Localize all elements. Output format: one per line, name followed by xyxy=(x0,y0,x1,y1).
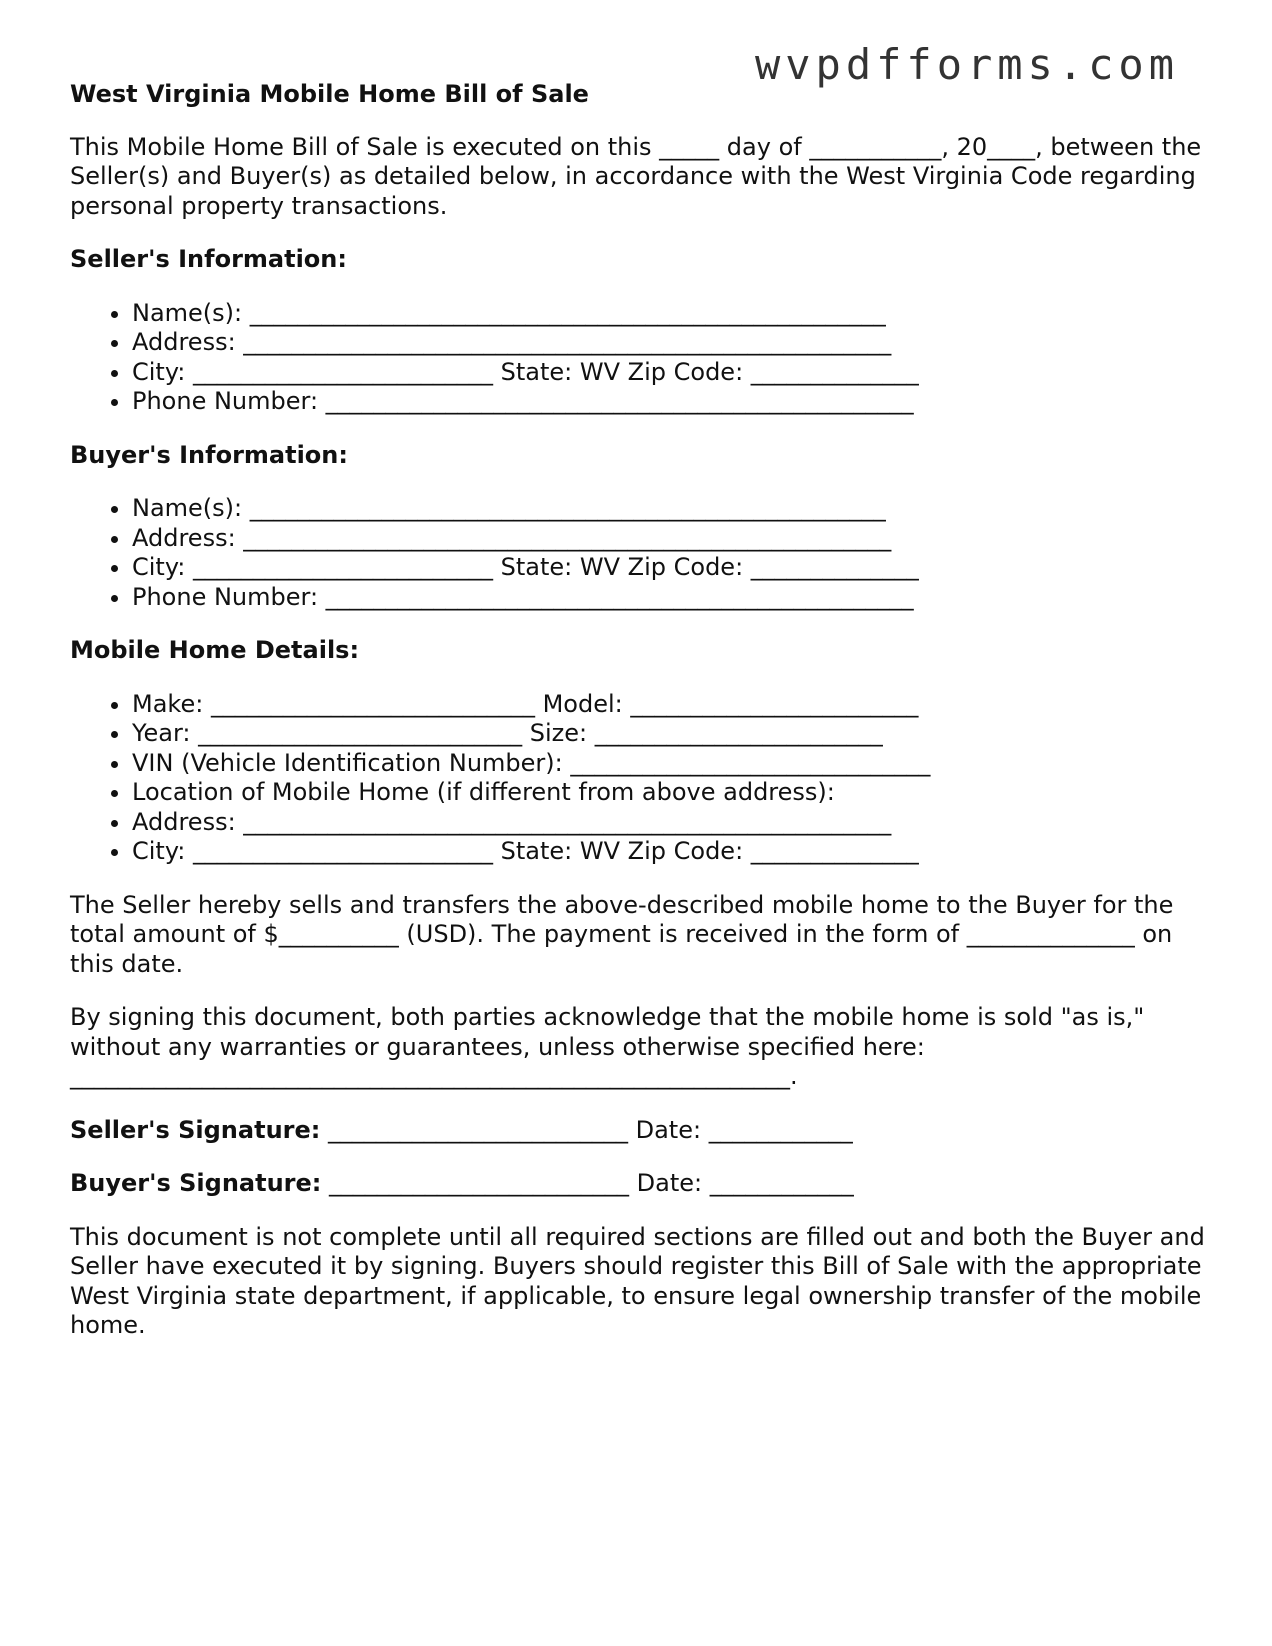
buyer-city-state-zip-field[interactable]: • City: _________________________ State: WV Zip Code: ______________ xyxy=(132,553,1210,583)
home-location-label: • Location of Mobile Home (if different from above address): xyxy=(132,778,1210,808)
seller-signature-line[interactable] xyxy=(70,1116,1210,1146)
buyer-info-list xyxy=(70,494,1210,612)
seller-signature-blank[interactable]: _________________________ Date: ____________ xyxy=(320,1115,853,1144)
home-address-field[interactable]: • Address: ______________________________________________________ xyxy=(132,808,1210,838)
buyer-section-heading: Buyer's Information: xyxy=(70,440,348,469)
watermark-text: wvpdfforms.com xyxy=(754,40,1179,89)
seller-name-field[interactable]: • Name(s): _____________________________________________________ xyxy=(132,299,1210,329)
intro-paragraph: This Mobile Home Bill of Sale is executed on this _____ day of ___________, 20____, between the Seller(s) and Buyer(s) as detailed below, in accordance with the West Virginia Code regarding personal property transactions. xyxy=(70,132,1202,220)
seller-signature-label: Seller's Signature: xyxy=(70,1115,321,1144)
document-body xyxy=(70,80,1210,1365)
buyer-signature-blank[interactable]: _________________________ Date: ____________ xyxy=(321,1169,854,1197)
seller-city-state-zip-field[interactable]: • City: _________________________ State: WV Zip Code: ______________ xyxy=(132,358,1210,388)
home-details-list xyxy=(70,690,1210,867)
closing-paragraph: This document is not complete until all required sections are filled out and both the Buyer and Seller have executed it by signing. Buyers should register this Bill of Sale with the appropriate West Virginia state department, if applicable, to ensure legal ownership transfer of the mobile home. xyxy=(70,1222,1205,1339)
buyer-signature-line[interactable] xyxy=(70,1169,1210,1199)
home-year-size-field[interactable]: • Year: ___________________________ Size: ________________________ xyxy=(132,719,1210,749)
seller-address-field[interactable]: • Address: ______________________________________________________ xyxy=(132,328,1210,358)
as-is-paragraph: By signing this document, both parties acknowledge that the mobile home is sold "as is," without any warranties or guarantees, unless otherwise specified here: ____________________________________________________________. xyxy=(70,1003,1145,1090)
seller-info-list xyxy=(70,299,1210,417)
seller-phone-field[interactable]: • Phone Number: _________________________________________________ xyxy=(132,387,1210,417)
home-city-state-zip-field[interactable]: • City: _________________________ State: WV Zip Code: ______________ xyxy=(132,837,1210,867)
home-section-heading: Mobile Home Details: xyxy=(70,636,360,664)
buyer-address-field[interactable]: • Address: ______________________________________________________ xyxy=(132,524,1210,554)
buyer-phone-field[interactable]: • Phone Number: _________________________________________________ xyxy=(132,583,1210,613)
home-make-model-field[interactable]: • Make: ___________________________ Model: ________________________ xyxy=(132,690,1210,720)
buyer-name-field[interactable]: • Name(s): _____________________________________________________ xyxy=(132,494,1210,524)
document-title: West Virginia Mobile Home Bill of Sale xyxy=(70,80,589,108)
seller-section-heading: Seller's Information: xyxy=(70,245,347,273)
sale-paragraph: The Seller hereby sells and transfers the above-described mobile home to the Buyer for the total amount of $__________ (USD). The payment is received in the form of ______________ on this date. xyxy=(70,890,1174,978)
home-vin-field[interactable]: • VIN (Vehicle Identification Number): ______________________________ xyxy=(132,749,1210,779)
buyer-signature-label: Buyer's Signature: xyxy=(70,1169,322,1197)
